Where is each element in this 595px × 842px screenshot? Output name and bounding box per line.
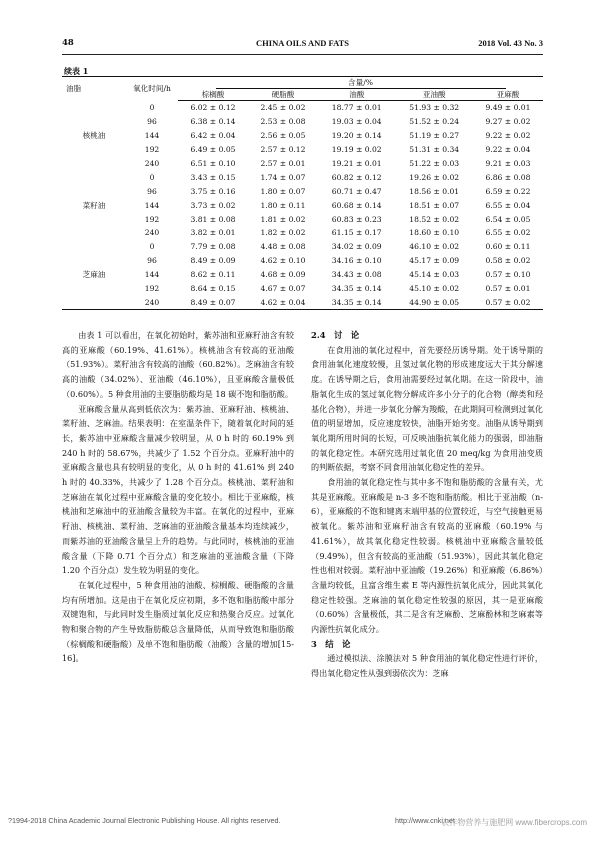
time-cell: 144	[144, 270, 160, 280]
value-cell: 60.83 ± 0.23	[331, 214, 382, 224]
value-cell: 18.51 ± 0.07	[409, 200, 460, 210]
value-cell: 51.31 ± 0.34	[409, 145, 460, 155]
oil-name-cell	[62, 101, 126, 115]
oil-name-cell	[62, 282, 126, 296]
footer-url[interactable]: http://www.cnki.net	[395, 816, 455, 825]
value-cell: 4.68 ± 0.09	[260, 270, 306, 280]
value-cell: 34.16 ± 0.10	[331, 256, 382, 266]
table-caption: 续表 1	[64, 66, 89, 76]
value-cell: 1.81 ± 0.02	[260, 214, 306, 224]
page-footer	[0, 816, 595, 828]
section-heading-conclusion: 3 结 论	[311, 638, 351, 649]
table-row	[62, 212, 543, 226]
value-cell: 6.59 ± 0.22	[485, 186, 531, 196]
value-cell: 8.64 ± 0.15	[190, 284, 236, 294]
time-cell: 0	[149, 242, 155, 252]
value-cell: 6.54 ± 0.05	[485, 214, 531, 224]
value-cell: 51.93 ± 0.32	[409, 103, 460, 113]
value-cell: 51.19 ± 0.27	[409, 131, 460, 141]
col-header-acid: 硬脂酸	[248, 89, 318, 101]
value-cell: 45.14 ± 0.03	[409, 270, 460, 280]
table-row	[62, 143, 543, 157]
value-cell: 45.10 ± 0.02	[409, 284, 460, 294]
copyright-notice: ?1994-2018 China Academic Journal Electronic Publishing House. All rights reserved.	[8, 816, 281, 825]
value-cell: 0.57 ± 0.01	[485, 284, 531, 294]
value-cell: 51.52 ± 0.24	[409, 117, 460, 127]
paragraph: 通过模拟法、涂膜法对 5 种食用油的氧化稳定性进行评价，得出氧化稳定性从强到弱依次为：芝麻	[311, 653, 543, 679]
value-cell: 2.45 ± 0.02	[260, 103, 306, 113]
oil-name-cell	[62, 157, 126, 171]
value-cell: 34.35 ± 0.14	[331, 284, 382, 294]
value-cell: 4.62 ± 0.04	[248, 295, 318, 309]
paragraph: 由表 1 可以看出，在氧化初始时，紫苏油和亚麻籽油含有较高的亚麻酸（60.19%、41.61%）。核桃油含有较高的亚油酸（51.93%）。菜籽油含有较高的油酸（60.82%）。芝麻油含有较高的油酸（34.02%）、亚油酸（46.10%），且亚麻酸含量极低（0.60%）。5 种食用油的主要脂肪酸均是 18 碳不饱和脂肪酸。	[62, 330, 294, 399]
value-cell: 4.62 ± 0.10	[260, 256, 306, 266]
table-row	[62, 129, 543, 143]
table-row	[62, 226, 543, 240]
time-cell: 240	[144, 228, 160, 238]
value-cell: 0.60 ± 0.11	[485, 242, 531, 252]
col-group-content: 含量/%	[178, 77, 543, 90]
value-cell: 3.73 ± 0.02	[190, 200, 236, 210]
value-cell: 2.56 ± 0.05	[260, 131, 306, 141]
table-row	[62, 254, 543, 268]
oil-name-cell	[62, 184, 126, 198]
time-cell: 240	[126, 295, 178, 309]
value-cell: 2.53 ± 0.08	[260, 117, 306, 127]
value-cell: 60.71 ± 0.47	[331, 186, 382, 196]
value-cell: 8.62 ± 0.11	[190, 270, 236, 280]
oil-name-cell	[62, 295, 126, 309]
right-column	[311, 328, 543, 681]
value-cell: 6.38 ± 0.14	[190, 117, 236, 127]
value-cell: 46.10 ± 0.02	[409, 242, 460, 252]
time-cell: 192	[144, 284, 160, 294]
col-header-acid: 亚油酸	[395, 89, 473, 101]
value-cell: 1.82 ± 0.02	[260, 228, 306, 238]
value-cell: 9.27 ± 0.02	[485, 117, 531, 127]
time-cell: 192	[144, 145, 160, 155]
oil-name-cell: 核桃油	[82, 131, 106, 141]
time-cell: 0	[149, 103, 155, 113]
time-cell: 192	[144, 214, 160, 224]
value-cell: 4.67 ± 0.07	[260, 284, 306, 294]
value-cell: 6.86 ± 0.08	[485, 172, 531, 182]
value-cell: 18.60 ± 0.10	[409, 228, 460, 238]
col-header-acid: 棕榈酸	[178, 89, 248, 101]
value-cell: 7.79 ± 0.08	[190, 242, 236, 252]
value-cell: 18.77 ± 0.01	[331, 103, 382, 113]
value-cell: 0.57 ± 0.10	[485, 270, 531, 280]
time-cell: 144	[144, 131, 160, 141]
time-cell: 96	[147, 256, 157, 266]
value-cell: 8.49 ± 0.09	[190, 256, 236, 266]
table-row	[62, 157, 543, 171]
section-heading-discussion: 2.4 讨 论	[311, 330, 360, 340]
value-cell: 45.17 ± 0.09	[409, 256, 460, 266]
table-row	[62, 101, 543, 115]
value-cell: 19.19 ± 0.02	[331, 145, 382, 155]
value-cell: 9.22 ± 0.04	[485, 145, 531, 155]
value-cell: 51.22 ± 0.03	[409, 159, 460, 168]
value-cell: 3.75 ± 0.16	[190, 186, 236, 196]
oil-name-cell	[62, 143, 126, 157]
table-row	[62, 268, 543, 282]
table-row	[62, 184, 543, 198]
value-cell: 2.57 ± 0.01	[260, 159, 306, 168]
col-header-acid: 油酸	[318, 89, 396, 101]
value-cell: 6.42 ± 0.04	[190, 131, 236, 141]
paragraph: 在氧化过程中，5 种食用油的油酸、棕榈酸、硬脂酸的含量均有所增加。这是由于在氧化反应初期，多不饱和脂肪酸中部分双键饱和，与此同时发生脂质过氧化反应和热聚合反应。过氧化物和聚合物的产生导致脂肪酸总含量降低，从而导致饱和脂肪酸（棕榈酸和硬脂酸）及单不饱和脂肪酸（油酸）含量的增加[15-16]。	[62, 579, 294, 664]
table-row	[62, 170, 543, 184]
value-cell: 6.49 ± 0.05	[190, 145, 236, 155]
value-cell: 61.15 ± 0.17	[331, 228, 382, 238]
value-cell: 9.49 ± 0.01	[485, 103, 531, 113]
value-cell: 6.55 ± 0.04	[485, 200, 531, 210]
value-cell: 6.55 ± 0.02	[485, 228, 531, 238]
col-header-oil: 油脂	[62, 77, 126, 101]
value-cell: 3.43 ± 0.15	[190, 172, 236, 182]
value-cell: 19.21 ± 0.01	[331, 159, 382, 168]
paragraph: 食用油的氧化稳定性与其中多不饱和脂肪酸的含量有关，尤其是亚麻酸。亚麻酸是 n-3 多不饱和脂肪酸。相比于亚油酸（n-6），亚麻酸的不饱和键离末端甲基的位置较近，与空气接触更易被氧化。紫苏油和亚麻籽油含有较高的亚麻酸（60.19% 与 41.61%），故其氧化稳定性较弱。核桃油中亚麻酸含量较低（9.49%），但含有较高的亚油酸（51.93%），因此其氧化稳定性也相对较弱。菜籽油中亚油酸（19.26%）和亚麻酸（6.86%）含量均较低，且富含维生素 E 等内源性抗氧化成分，因此其氧化稳定性较强。芝麻油的氧化稳定性较强的原因，其一是亚麻酸（0.60%）含量极低，其二是含有芝麻酚、芝麻酚林和芝麻素等内源性抗氧化成分。	[311, 477, 543, 635]
oil-name-cell	[62, 254, 126, 268]
value-cell: 3.81 ± 0.08	[190, 214, 236, 224]
value-cell: 4.48 ± 0.08	[260, 242, 306, 252]
value-cell: 1.80 ± 0.11	[260, 200, 306, 210]
value-cell: 9.21 ± 0.03	[485, 159, 531, 168]
page-number: 48	[62, 38, 74, 48]
value-cell: 60.68 ± 0.14	[331, 200, 382, 210]
volume-info: 2018 Vol. 43 No. 3	[478, 38, 543, 48]
paragraph: 亚麻酸含量从高到低依次为：紫苏油、亚麻籽油、核桃油、菜籽油、芝麻油。结果表明：在室温条件下，随着氧化时间的延长，紫苏油中亚麻酸含量减少较明显，从 0 h 时的 60.19% 到 240 h 时的 58.67%，共减少了 1.52 个百分点。亚麻籽油中的亚麻酸含量也具有较明显的变化，从 0 h 时的 41.61% 到 240 h 时的 40.33%，共减少了 1.28 个百分点。核桃油、菜籽油和芝麻油在氧化过程中亚麻酸含量的变化较小。相比于亚麻酸，核桃油和芝麻油中的亚油酸含量较为丰富。在氧化的过程中，亚麻籽油、核桃油、菜籽油、芝麻油的亚油酸含量基本均连续减少，而紫苏油的亚油酸含量呈上升的趋势。与此同时，核桃油的亚油酸含量（下降 0.71 个百分点）和芝麻油的亚油酸含量（下降 1.20 个百分点）发生较为明显的变化。	[62, 403, 294, 576]
value-cell: 8.49 ± 0.07	[178, 295, 248, 309]
value-cell: 9.22 ± 0.02	[485, 131, 531, 141]
paragraph: 在食用油的氧化过程中，首先要经历诱导期。处于诱导期的食用油氧化速度较慢，且氢过氧化物的形成速度远大于其分解速度。在诱导期之后，食用油需要经过氧化期。在这一阶段中，油脂氧化生成的氢过氧化物分解成许多小分子的化合物（醇类和羟基化合物），并进一步氧化分解为羧酸，在此期间可检测到过氧化值的明显增加，反应速度较快，油脂开始劣变。油脂从诱导期到氧化期所用时间的长短，可反映油脂抗氧化能力的强弱，即油脂的氧化稳定性。本研究选用过氧化值 20 meq/kg 为食用油变质的判断依据，考察不同食用油氧化稳定性的差异。	[311, 344, 543, 473]
value-cell: 34.02 ± 0.09	[331, 242, 382, 252]
value-cell: 1.74 ± 0.07	[260, 172, 306, 182]
table-row	[62, 240, 543, 254]
time-cell: 144	[144, 200, 160, 210]
value-cell: 3.82 ± 0.01	[190, 228, 236, 238]
oil-name-cell	[62, 170, 126, 184]
time-cell: 240	[144, 159, 160, 168]
oil-name-cell	[62, 212, 126, 226]
value-cell: 0.58 ± 0.02	[485, 256, 531, 266]
time-cell: 96	[147, 186, 157, 196]
value-cell: 60.82 ± 0.12	[331, 172, 382, 182]
value-cell: 34.43 ± 0.08	[331, 270, 382, 280]
value-cell: 6.51 ± 0.10	[190, 159, 236, 168]
value-cell: 34.35 ± 0.14	[318, 295, 396, 309]
table-row	[62, 115, 543, 129]
left-column	[62, 328, 294, 666]
oil-name-cell	[62, 240, 126, 254]
col-header-time: 氧化时间/h	[126, 77, 178, 101]
table-row	[62, 198, 543, 212]
value-cell: 1.80 ± 0.07	[260, 186, 306, 196]
value-cell: 18.56 ± 0.01	[409, 186, 460, 196]
value-cell: 6.02 ± 0.12	[190, 103, 236, 113]
time-cell: 96	[147, 117, 157, 127]
value-cell: 2.57 ± 0.12	[260, 145, 306, 155]
oil-name-cell	[62, 226, 126, 240]
oil-name-cell	[62, 115, 126, 129]
value-cell: 19.20 ± 0.14	[331, 131, 382, 141]
journal-title: CHINA OILS AND FATS	[256, 38, 349, 48]
col-header-acid: 亚麻酸	[473, 89, 543, 101]
table-row	[62, 282, 543, 296]
time-cell: 0	[149, 172, 155, 182]
value-cell: 19.26 ± 0.02	[409, 172, 460, 182]
value-cell: 19.03 ± 0.04	[331, 117, 382, 127]
value-cell: 18.52 ± 0.02	[409, 214, 460, 224]
oil-name-cell: 菜籽油	[82, 200, 106, 210]
value-cell: 44.90 ± 0.05	[395, 295, 473, 309]
value-cell: 0.57 ± 0.02	[473, 295, 543, 309]
watermark: 农作物营养与施肥网 www.fibercrops.com	[441, 818, 587, 827]
table-row	[62, 295, 543, 309]
oil-name-cell: 芝麻油	[82, 270, 106, 280]
running-header	[62, 38, 543, 55]
fatty-acid-table	[62, 76, 543, 310]
